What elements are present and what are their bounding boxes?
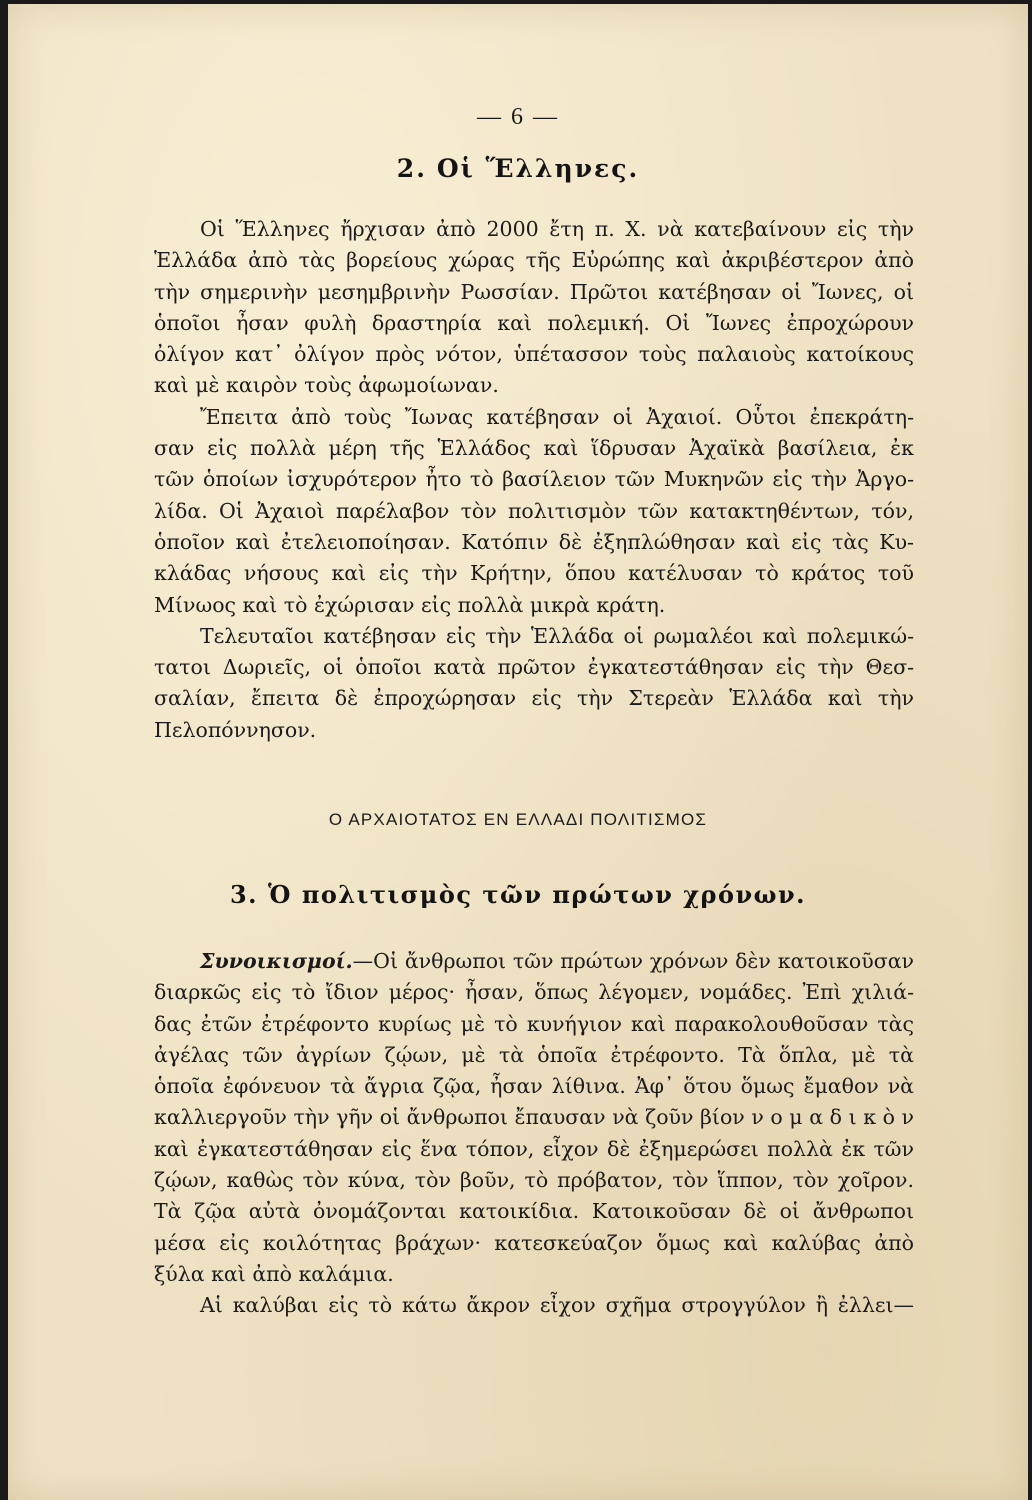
text-line: Πελοπόννησον. bbox=[154, 717, 317, 742]
text-line: ξύλα καὶ ἀπὸ καλάμια. bbox=[154, 1261, 394, 1286]
text-line: καλλιεργοῦν τὴν γῆν οἱ ἄνθρωποι ἔπαυσαν νὰ ζοῦν βίον ν ο μ α δ ι κ ὸ ν bbox=[154, 1105, 914, 1130]
text-line: ὁποῖον καὶ ἐτελειοποίησαν. Κατόπιν δὲ ἐξηπλώθησαν καὶ εἰς τὰς Κυ- bbox=[154, 529, 914, 554]
text-line: λίδα. Οἱ Ἀχαιοὶ παρέλαβον τὸν πολιτισμὸν τῶν κατακτηθέντων, τόν, bbox=[154, 498, 914, 523]
figure-caption: Ο ΑΡΧΑΙΟΤΑΤΟΣ ΕΝ ΕΛΛΑΔΙ ΠΟΛΙΤΙΣΜΟΣ bbox=[328, 810, 708, 829]
text-line: Αἱ καλύβαι εἰς τὸ κάτω ἄκρον εἶχον σχῆμα στρογγύλον ἢ ἐλλει— bbox=[200, 1293, 914, 1318]
text-line: καὶ ἐγκατεστάθησαν εἰς ἕνα τόπον, εἶχον δὲ ἐξημερώσει πολλὰ ἐκ τῶν bbox=[154, 1136, 914, 1161]
section-3-number: 3. bbox=[229, 880, 259, 909]
section-3-body bbox=[154, 946, 914, 1322]
text-line: ὁποῖοι ἦσαν φυλὴ δραστηρία καὶ πολεμική. Οἱ Ἴωνες ἐπροχώρουν bbox=[154, 310, 914, 335]
page-number: — 6 — bbox=[477, 104, 559, 130]
text-line: Ἑλλάδα ἀπὸ τὰς βορείους χώρας τῆς Εὐρώπης καὶ ἀκριβέστερον ἀπὸ bbox=[154, 248, 914, 273]
section-2-number: 2. bbox=[396, 154, 427, 183]
text-line: καὶ μὲ καιρὸν τοὺς ἀφωμοίωναν. bbox=[154, 373, 499, 398]
text-line: κλάδας νήσους καὶ εἰς τὴν Κρήτην, ὅπου κατέλυσαν τὸ κράτος τοῦ bbox=[154, 561, 914, 586]
text-line: δας ἐτῶν ἐτρέφοντο κυρίως μὲ τὸ κυνήγιον καὶ παρακολουθοῦσαν τὰς bbox=[154, 1011, 914, 1036]
text-line: τῶν ὁποίων ἰσχυρότερον ἦτο τὸ βασίλειον τῶν Μυκηνῶν εἰς τὴν Ἀργο- bbox=[154, 467, 914, 492]
text-line: Τελευταῖοι κατέβησαν εἰς τὴν Ἑλλάδα οἱ ρωμαλέοι καὶ πολεμικώ- bbox=[200, 623, 914, 648]
text-line: τὴν σημερινὴν μεσημβρινὴν Ρωσσίαν. Πρῶτοι κατέβησαν οἱ Ἴωνες, οἱ bbox=[154, 279, 914, 304]
text-line: ὁποῖα ἐφόνευον τὰ ἄγρια ζῷα, ἦσαν λίθινα. Ἀφ᾽ ὅτου ὅμως ἔμαθον νὰ bbox=[154, 1074, 914, 1099]
text-line: Ἔπειτα ἀπὸ τοὺς Ἴωνας κατέβησαν οἱ Ἀχαιοί. Οὗτοι ἐπεκράτη- bbox=[200, 404, 914, 429]
text-line: ζῴων, καθὼς τὸν κύνα, τὸν βοῦν, τὸ πρόβατον, τὸν ἵππον, τὸν χοῖρον. bbox=[154, 1168, 914, 1193]
text-fragment: —Οἱ ἄνθρωποι τῶν πρώτων χρόνων δὲν κατοικοῦσαν bbox=[352, 949, 914, 973]
text-line: τατοι Δωριεῖς, οἱ ὁποῖοι κατὰ πρῶτον ἐγκατεστάθησαν εἰς τὴν Θεσ- bbox=[154, 655, 914, 680]
text-line: σαλίαν, ἔπειτα δὲ ἐπροχώρησαν εἰς τὴν Στερεὰν Ἑλλάδα καὶ τὴν bbox=[154, 686, 914, 711]
text-line: Μίνωος καὶ τὸ ἐχώρισαν εἰς πολλὰ μικρὰ κράτη. bbox=[154, 592, 666, 617]
text-line: Οἱ Ἕλληνες ἤρχισαν ἀπὸ 2000 ἔτη π. Χ. νὰ κατεβαίνουν εἰς τὴν bbox=[200, 217, 914, 241]
paragraph bbox=[154, 214, 914, 402]
text-line bbox=[154, 946, 914, 977]
section-2-body bbox=[154, 214, 914, 746]
text-line: ἀγέλας τῶν ἀγρίων ζῴων, μὲ τὰ ὁποῖα ἐτρέφοντο. Τὰ ὅπλα, μὲ τὰ bbox=[154, 1042, 914, 1067]
text-line: ὀλίγον κατ᾽ ὀλίγον πρὸς νότον, ὑπέτασσον τοὺς παλαιοὺς κατοίκους bbox=[154, 342, 914, 367]
section-2-title: Οἱ Ἕλληνες. bbox=[436, 154, 640, 183]
lead-word: Συνοικισμοί. bbox=[200, 949, 353, 973]
text-line: Τὰ ζῷα αὐτὰ ὀνομάζονται κατοικίδια. Κατοικοῦσαν δὲ οἱ ἄνθρωποι bbox=[154, 1199, 914, 1224]
paragraph bbox=[154, 402, 914, 621]
paragraph bbox=[154, 1290, 914, 1321]
section-2-heading bbox=[8, 154, 1028, 183]
section-3-heading bbox=[8, 880, 1028, 909]
paragraph bbox=[154, 946, 914, 1290]
section-3-title: Ὁ πολιτισμὸς τῶν πρώτων χρόνων. bbox=[268, 880, 807, 909]
text-line: διαρκῶς εἰς τὸ ἴδιον μέρος· ἦσαν, ὅπως λέγομεν, νομάδες. Ἐπὶ χιλιά- bbox=[154, 980, 914, 1005]
text-line: μέσα εἰς κοιλότητας βράχων· κατεσκεύαζον ὅμως καὶ καλύβας ἀπὸ bbox=[154, 1230, 914, 1255]
paragraph bbox=[154, 621, 914, 746]
text-line: σαν εἰς πολλὰ μέρη τῆς Ἑλλάδος καὶ ἵδρυσαν Ἀχαϊκὰ βασίλεια, ἐκ bbox=[154, 436, 914, 461]
book-page bbox=[8, 4, 1028, 1500]
